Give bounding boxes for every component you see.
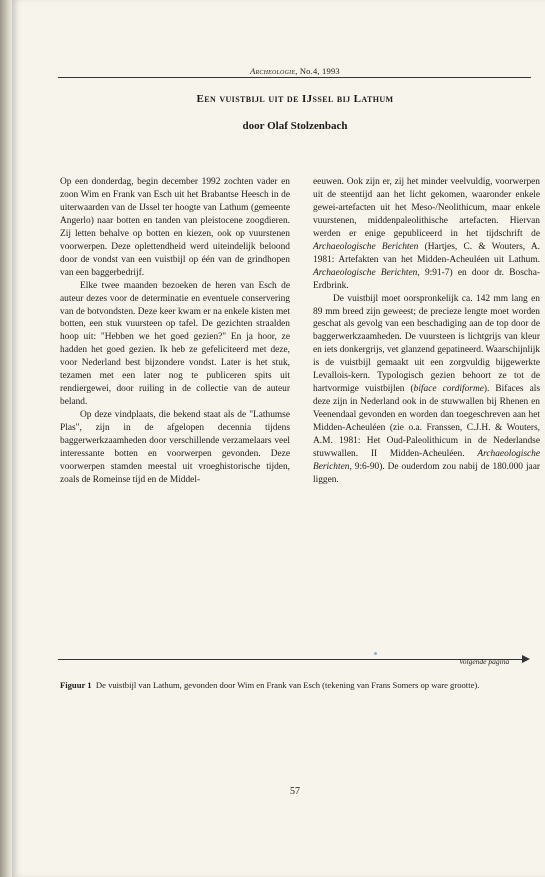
text-run: eeuwen. Ook zijn er, zij het minder veelvuldig, voorwerpen uit de steentijd aan het licht gekomen, waaronder enkele gewei-artefacten uit het Meso-/Neolithicum, maar enkele vuurstenen, middenpaleolithische artefacten. Hiervan werden er enige gepubliceerd in het tijdschrift de [313,177,540,239]
footer-rule [58,659,525,660]
text-column-left [60,176,290,487]
running-head-journal: Archeologie [250,66,296,76]
paragraph: Elke twee maanden bezoeken de heren van Esch de auteur dezes voor de determinatie en eventuele conservering van de botvondsten. Deze keer kwam er na enkele kisten met botten, een stuk vuursteen op tafel. De gezichten straalden hoop uit: "Hebben we het goed gezien?" En ja hoor, ze hadden het goed gezien. Ik heb ze gefeliciteerd met deze, voor Nederland best bijzondere vondst. Later is het stuk, tezamen met een later nog te publiceren spits uit rendiergewei, door ruiling in de collectie van de auteur beland. [60,280,290,408]
text-run: , 9:91-7) en door dr. Boscha-Erdbrink. [313,267,540,291]
text-column-right [313,176,540,487]
paragraph: Op deze vindplaats, die bekend staat als de "Lathumse Plas", zijn in de afgelopen decennia tijdens baggerwerkzaamheden door verschillende verzamelaars veel interessante botten en voorwerpen gevonden. Deze voorwerpen stamden meestal uit vroeghistorische tijden, zoals de Romeinse tijd en de Middel- [60,410,290,485]
text-run: De vuistbijl moet oorspronkelijk ca. 142 mm lang en 89 mm breed zijn geweest; de precieze lengte moet worden geschat als gevolg van een beschadiging aan de top door de baggerwerkzaamheden. De vuursteen is lichtgrijs van kleur en iets donkergrijs, vet glanzend gepatineerd. Waarschijnlijk is de vuistbijl gemaakt uit een zorgvuldig bijgewerkte Levallois-kern. Typologisch gezien behoort ze tot de hartvormige vuistbijlen ( [313,293,540,395]
article-title: Een vuistbijl uit de IJssel bij Lathum [196,93,394,105]
page-number: 57 [290,786,300,797]
next-page-note: Volgende pagina [459,657,510,666]
running-head [60,66,530,76]
text-run: (Hartjes, C. & Wouters, A. 1981: Artefakten van het Midden-Acheuléen uit Lathum. [313,241,540,265]
paragraph [313,293,540,487]
italic-run: Archaeologische Berichten [313,449,540,472]
italic-run: biface cordiforme [413,384,484,395]
paragraph [313,176,540,293]
running-head-issue: , No.4, 1993 [295,66,340,76]
header-rule [58,77,531,78]
arrow-right-icon [522,655,530,663]
caption-label: Figuur 1 [60,680,92,690]
speck-mark [374,652,377,655]
book-binding [0,0,12,877]
text-run: ). Bifaces als deze zijn in Nederland ook in de stuwwallen bij Rhenen en Veenendaal gevonden en worden dan toegeschreven aan het Midden-Acheuléen (zie o.a. Franssen, C.J.H. & Wouters, A.M. 1981: Het Oud-Paleolithicum in de Nederlandse stuwwallen. II Midden-Acheuléen. [313,384,540,460]
text-run: , 9:6-90). De ouderdom zou nabij de 180.000 jaar liggen. [313,461,540,485]
paragraph: Op een donderdag, begin december 1992 zochten vader en zoon Wim en Frank van Esch uit het Brabantse Heesch in de uiterwaarden van de IJssel ter hoogte van Lathum (gemeente Angerlo) naar botten en tanden van pleistocene zoogdieren. Zij letten behalve op botten en kiezen, ook op vuurstenen voorwerpen. Deze oplettendheid werd uiteindelijk beloond door de vondst van een vuistbijl op één van de grindhopen van een baggerbedrijf. [60,177,290,278]
caption-text: De vuistbijl van Lathum, gevonden door Wim en Frank van Esch (tekening van Frans Somers op ware grootte). [95,680,480,690]
italic-run: Archaeologische Berichten [313,241,419,252]
article-author: door Olaf Stolzenbach [242,120,348,132]
figure-caption [60,680,532,692]
italic-run: Archaeologische Berichten [313,267,418,278]
